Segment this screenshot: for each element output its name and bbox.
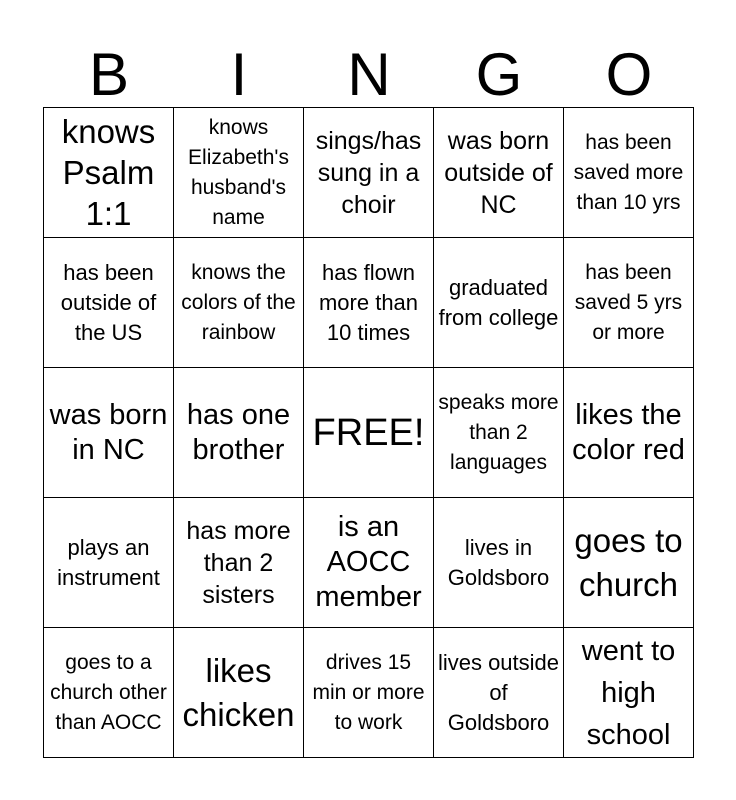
cell-text: goes to a church other than AOCC [50,650,167,734]
bingo-grid [43,107,694,758]
bingo-cell[interactable] [434,628,564,758]
bingo-cell[interactable] [174,628,304,758]
cell-text: was born outside of NC [444,126,553,219]
bingo-cell[interactable] [304,628,434,758]
bingo-cell[interactable] [174,498,304,628]
cell-text: went to high school [581,634,676,751]
bingo-cell[interactable] [304,498,434,628]
bingo-cell[interactable] [44,498,174,628]
cell-text: lives outside of Goldsboro [437,649,560,735]
bingo-cell[interactable] [44,108,174,238]
bingo-cell[interactable] [564,108,694,238]
bingo-cell[interactable] [174,108,304,238]
bingo-cell[interactable] [174,368,304,498]
bingo-cell[interactable] [564,368,694,498]
bingo-cell[interactable] [434,498,564,628]
header-letter-g: G [475,41,523,108]
cell-text: has more than 2 sisters [186,516,291,609]
header-letter-b: B [88,41,130,108]
bingo-cell[interactable] [304,238,434,368]
cell-text: likes the color red [572,398,685,466]
bingo-cell[interactable] [44,238,174,368]
cell-text: is an AOCC member [315,511,422,613]
bingo-cell[interactable] [304,108,434,238]
cell-text: has been saved 5 yrs or more [574,260,683,344]
cell-text: goes to church [574,521,683,603]
header-letter-n: N [347,41,391,108]
cell-text: likes chicken [182,651,295,733]
bingo-cell[interactable] [564,498,694,628]
cell-text: has flown more than 10 times [318,259,419,345]
bingo-cell[interactable] [44,368,174,498]
bingo-header [44,40,694,110]
header-letter-i: I [230,41,248,108]
header-letter-o: O [605,41,653,108]
bingo-cell[interactable] [174,238,304,368]
cell-text: knows Psalm 1:1 [61,113,156,232]
cell-text: drives 15 min or more to work [312,650,425,734]
cell-text: was born in NC [49,398,168,466]
bingo-cell[interactable] [434,238,564,368]
cell-text: knows the colors of the rainbow [181,260,296,344]
cell-text: speaks more than 2 languages [438,390,559,474]
cell-text: graduated from college [438,274,559,330]
cell-text: has been outside of the US [60,259,157,345]
cell-text: knows Elizabeth's husband's name [188,115,289,229]
free-space-text: FREE! [312,411,425,454]
free-space[interactable] [304,368,434,498]
cell-text: sings/has sung in a choir [315,126,422,219]
cell-text: has been saved more than 10 yrs [573,130,684,214]
cell-text: plays an instrument [57,534,160,590]
cell-text: lives in Goldsboro [447,534,550,590]
bingo-cell[interactable] [434,108,564,238]
bingo-cell[interactable] [44,628,174,758]
bingo-cell[interactable] [564,238,694,368]
bingo-cell[interactable] [434,368,564,498]
bingo-cell[interactable] [564,628,694,758]
cell-text: has one brother [186,398,291,466]
